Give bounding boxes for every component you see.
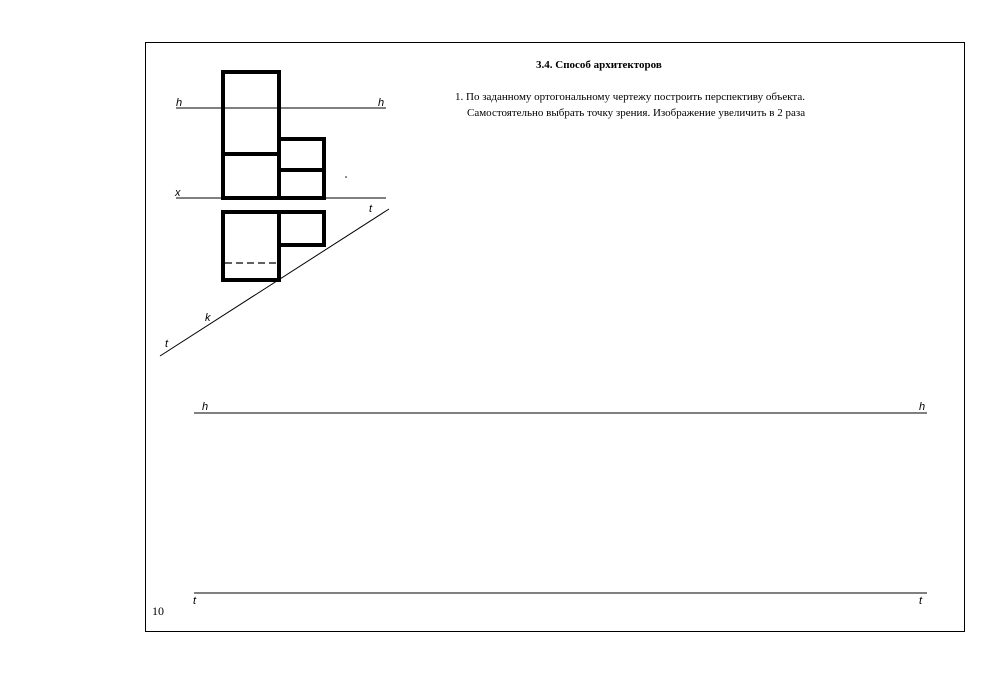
small-dot: [345, 176, 347, 178]
label-ground-line-left: t: [193, 595, 197, 607]
label-horizon-left: h: [176, 97, 183, 109]
label-picture-plane-k: k: [205, 312, 211, 324]
label-bottom-horizon-left: h: [202, 401, 209, 413]
label-ground-line-right: t: [919, 595, 923, 607]
label-picture-plane-top: t: [369, 203, 373, 215]
elevation-tall-block: [223, 72, 279, 198]
label-horizon-right: h: [378, 97, 385, 109]
page-number: 10: [152, 604, 164, 618]
plan-main-block: [223, 212, 279, 280]
label-axis-x: x: [175, 187, 181, 199]
picture-plane-trace: [160, 209, 389, 356]
label-bottom-horizon-right: h: [919, 401, 926, 413]
label-picture-plane-bottom: t: [165, 338, 169, 350]
task-text-line-1: 1. По заданному ортогональному чертежу построить перспективу объекта.: [455, 91, 805, 103]
section-title: 3.4. Способ архитекторов: [536, 59, 662, 71]
plan-side-block: [279, 212, 324, 245]
task-text-line-2: Самостоятельно выбрать точку зрения. Изображение увеличить в 2 раза: [467, 107, 806, 119]
